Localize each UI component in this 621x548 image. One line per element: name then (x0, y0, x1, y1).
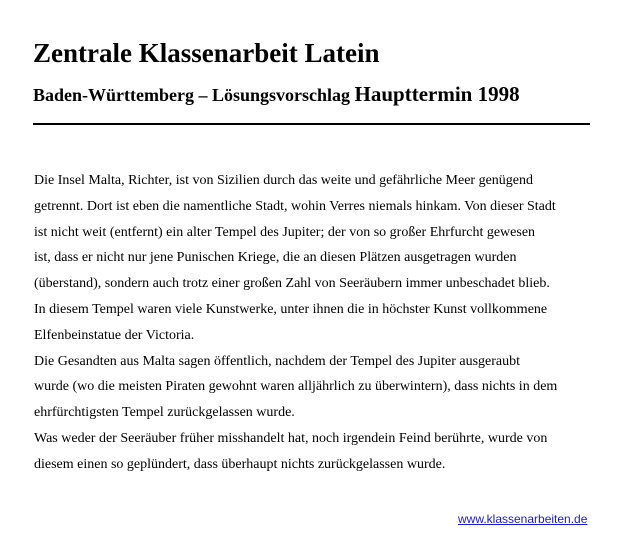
page-subtitle (33, 82, 593, 107)
text-line: ist, dass er nicht nur jene Punischen Kriege, die an diesen Plätzen ausgetragen wurden (34, 250, 517, 266)
website-link[interactable]: www.klassenarbeiten.de (458, 512, 588, 526)
text-line: getrennt. Dort ist eben die namentliche Stadt, wohin Verres niemals hinkam. Von dieser Stadt (34, 198, 556, 214)
document-header (33, 36, 593, 107)
text-line: ist nicht weit (entfernt) ein alter Tempel des Jupiter; der von so großer Ehrfurcht gewesen (34, 224, 536, 240)
page-title: Zentrale Klassenarbeit Latein (33, 38, 380, 68)
text-line: wurde (wo die meisten Piraten gewohnt waren alljährlich zu überwintern), dass nichts in dem (34, 379, 558, 395)
text-line: ehrfürchtigsten Tempel zurückgelassen wurde. (34, 405, 295, 421)
text-line: In diesem Tempel waren viele Kunstwerke, unter ihnen die in höchster Kunst vollkommene (34, 301, 548, 317)
text-line: (überstand), sondern auch trotz einer großen Zahl von Seeräubern immer unbeschadet blieb. (34, 276, 550, 292)
text-line: Die Gesandten aus Malta sagen öffentlich, nachdem der Tempel des Jupiter ausgeraubt (34, 353, 521, 369)
text-line: diesem einen so geplündert, dass überhaupt nichts zurückgelassen wurde. (34, 456, 446, 472)
subtitle-term-label: Haupttermin 1998 (354, 82, 520, 106)
subtitle-region-label: Baden-Württemberg – Lösungsvorschlag (33, 85, 355, 105)
text-line: Elfenbeinstatue der Victoria. (34, 327, 195, 343)
header-divider (33, 123, 590, 125)
text-line: Die Insel Malta, Richter, ist von Sizilien durch das weite und gefährliche Meer genügend (34, 173, 534, 188)
text-line: Was weder der Seeräuber früher misshandelt hat, noch irgendein Feind berührte, wurde von (34, 430, 548, 446)
translation-text (34, 168, 590, 478)
